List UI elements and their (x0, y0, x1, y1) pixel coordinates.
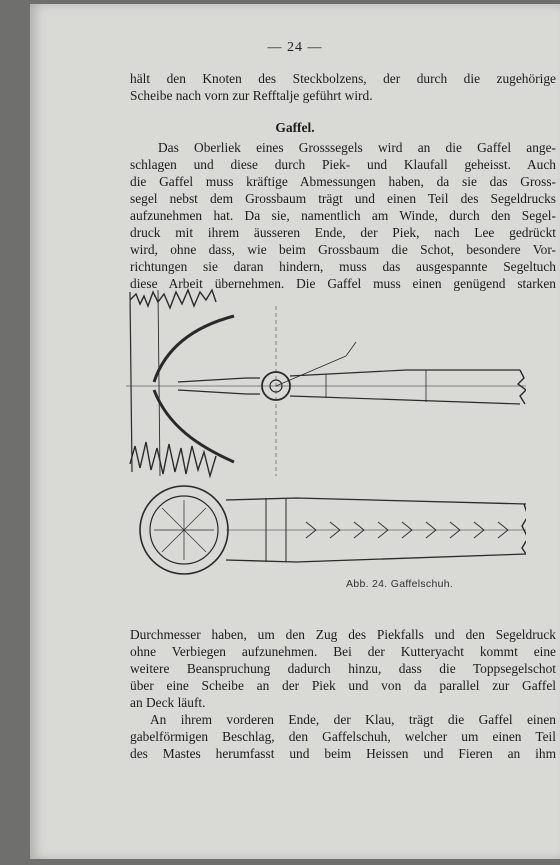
text-line: weitere Beanspruchung dadurch hinzu, dass die Toppsegelschot (130, 661, 556, 676)
spar-break (518, 370, 526, 404)
jaw-upper (154, 316, 234, 382)
text-line: an Deck läuft. (130, 695, 206, 710)
text-line: über eine Scheibe an der Piek und von da parallel zur Gaffel (130, 678, 556, 693)
text-line: segel nebst dem Grossbaum trägt und einen Teil des Segeldrucks (130, 191, 556, 206)
gaff-jaw-drawing (126, 286, 526, 586)
text-line: des Mastes herumfasst und beim Heissen und Fieren an ihm (130, 746, 556, 761)
text-line: die Gaffel muss kräftige Abmessungen haben, da sie das Gross- (130, 174, 556, 189)
text-line: druck mit ihrem äusseren Ende, der Piek, nach Lee gedrückt (130, 225, 556, 240)
figure-caption: Abb. 24. Gaffelschuh. (346, 578, 454, 590)
text-line: aufzunehmen hat. Da sie, namentlich am Winde, durch den Segel- (130, 208, 556, 223)
intro-paragraph (130, 70, 556, 104)
page-number: — 24 — (267, 40, 323, 55)
paragraph-durchmesser (130, 626, 556, 711)
text-line: richtungen sie daran hindern, muss das ausgespannte Segeltuch (130, 259, 556, 274)
book-page (30, 4, 560, 859)
text-line: ohne Verbiegen aufzunehmen. Bei der Kutteryacht kommt eine (130, 644, 556, 659)
break-mark-top (130, 290, 216, 308)
paragraph-gaffel (130, 139, 556, 292)
spar-break-lower (522, 504, 526, 554)
mast-outline-inner (158, 290, 160, 476)
text-line: hält den Knoten des Steckbolzens, der durch die zugehörige (130, 71, 556, 86)
paragraph-klau (130, 711, 556, 762)
text-line: gabelförmigen Beschlag, den Gaffelschuh, welcher um einen Teil (130, 729, 556, 744)
text-line: Scheibe nach vorn zur Refftalje geführt wird. (130, 88, 373, 103)
text-line: wird, ohne dass, wie beim Grossbaum die Schot, besondere Vor- (130, 242, 556, 257)
text-line: diese Arbeit übernehmen. Die Gaffel muss einen genügend starken (130, 276, 556, 291)
text-line: schlagen und diese durch Piek- und Klaufall geheisst. Auch (130, 157, 556, 172)
text-line: An ihrem vorderen Ende, der Klau, trägt die Gaffel einen (150, 712, 556, 727)
text-line: Das Oberliek eines Grosssegels wird an die Gaffel ange- (158, 140, 556, 155)
mast-grain (154, 500, 214, 560)
mast-outline-top (130, 292, 132, 472)
section-heading: Gaffel. (275, 120, 315, 135)
text-line: Durchmesser haben, um den Zug des Piekfalls und den Segeldruck (130, 627, 556, 642)
gaff-spar (290, 370, 520, 404)
